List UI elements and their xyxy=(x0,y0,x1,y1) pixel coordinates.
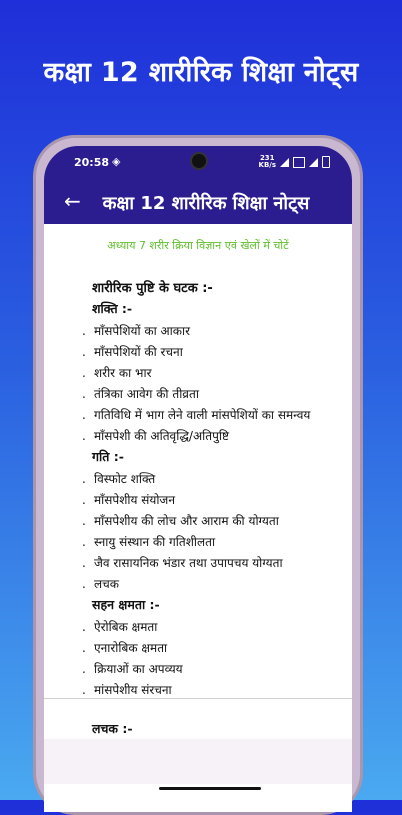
list-item: . मॉंसपेशी की अतिवृद्धि/अतिपुष्टि xyxy=(82,429,230,443)
list-item: . मांसपेशीय संरचना xyxy=(82,683,172,697)
list-item: . तंत्रिका आवेग की तीव्रता xyxy=(82,387,199,401)
next-section-area xyxy=(44,739,352,784)
signal-icon xyxy=(309,158,318,167)
status-time: 20:58 xyxy=(74,156,110,169)
group-heading: गति :- xyxy=(92,449,124,464)
list-item: . एनारोबिक क्षमता xyxy=(82,641,168,655)
list-item: . मॉंसपेशीय संयोजन xyxy=(82,493,175,507)
list-item: . स्नायु संस्थान की गतिशीलता xyxy=(82,535,216,549)
wifi-icon xyxy=(280,158,289,167)
list-item: . शरीर का भार xyxy=(82,366,152,380)
chapter-heading: अध्याय 7 शरीर क्रिया विज्ञान एवं खेलों में चोटें xyxy=(107,239,289,252)
list-item: . मॉंसपेशियों का आकार xyxy=(82,324,190,338)
notes-content[interactable] xyxy=(44,224,352,784)
status-bar xyxy=(44,146,352,179)
app-title: कक्षा 12 शारीरिक शिक्षा नोट्स xyxy=(102,193,310,214)
list-item: . गतिविधि में भाग लेने वाली मांसपेशियों का समन्वय xyxy=(82,408,311,422)
phone-frame xyxy=(33,135,363,815)
shield-icon: ◈ xyxy=(112,155,121,168)
list-item: . ऐरोबिक क्षमता xyxy=(82,620,158,634)
arrow-left-icon[interactable]: ← xyxy=(64,189,81,213)
list-item: . मॉंसपेशीय की लोच और आराम की योग्यता xyxy=(82,514,279,528)
volte-icon xyxy=(293,157,305,168)
list-item: . मॉंसपेशियों की रचना xyxy=(82,345,183,359)
home-indicator[interactable] xyxy=(159,787,261,790)
section-divider xyxy=(44,698,352,699)
group-heading: सहन क्षमता :- xyxy=(92,597,160,612)
list-item: . क्रियाओं का अपव्यय xyxy=(82,662,183,676)
next-section-heading: लचक :- xyxy=(92,721,133,736)
front-camera xyxy=(190,152,208,170)
app-bar xyxy=(44,179,352,224)
battery-icon xyxy=(322,156,330,168)
network-speed: 231 KB/s xyxy=(258,154,276,169)
section-title: शारीरिक पुष्टि के घटक :- xyxy=(92,281,213,296)
list-item: . लचक xyxy=(82,577,119,591)
list-item: . विस्फोट शक्ति xyxy=(82,472,156,486)
list-item: . जैव रासायनिक भंडार तथा उपापचय योग्यता xyxy=(82,556,283,570)
group-heading: शक्ति :- xyxy=(92,301,133,316)
status-icons xyxy=(259,155,330,169)
promo-title: कक्षा 12 शारीरिक शिक्षा नोट्स xyxy=(43,57,359,88)
phone-screen xyxy=(44,146,352,812)
